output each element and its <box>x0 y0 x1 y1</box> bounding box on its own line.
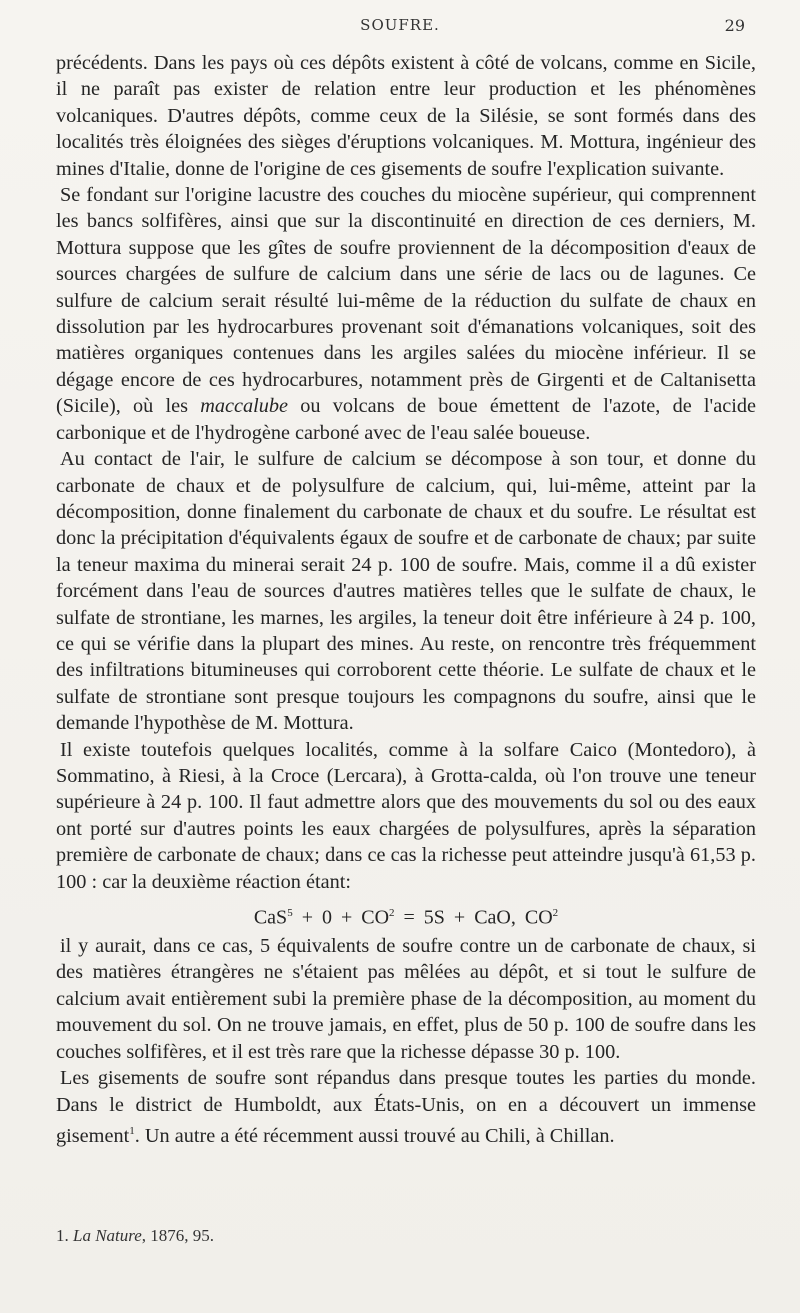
running-head-title: SOUFRE. <box>360 16 440 34</box>
footnote-citation: , 1876, 95. <box>141 1226 215 1245</box>
footnote-marker[interactable]: 1 <box>129 1124 135 1137</box>
equation-rhs: = 5S + CaO, CO <box>394 906 553 929</box>
footnote <box>56 1226 214 1246</box>
footnote-number: 1. <box>56 1226 69 1245</box>
paragraph-6 <box>56 1065 756 1149</box>
running-head <box>0 16 800 42</box>
equation-term-co2: + 0 + CO <box>292 906 390 929</box>
equation-term-cas: CaS <box>253 906 288 929</box>
paragraph-3: Au contact de l'air, le sulfure de calcium se décompose à son tour, et donne du carbonate de chaux et de polysulfure de calcium, qui, lui-même, atteint par la décomposition, donne finalement du carbonate de chaux et du soufre. Le résultat est donc la précipitation d'équivalents égaux de soufre et de carbonate de chaux; par suite la teneur maxima du minerai serait 24 p. 100 de soufre. Mais, comme il a dû exister forcément dans l'eau de sources d'autres matières telles que le sulfate de chaux, le sulfate de strontiane, les marnes, les argiles, la teneur doit être inférieure à 24 p. 100, ce qui se vérifie dans la plupart des mines. Au reste, on rencontre très fréquemment des infiltrations bitumineuses qui corroborent cette théorie. Le sulfate de chaux et le sulfate de strontiane sont presque toujours les compagnons du soufre, ainsi que le demande l'hypothèse de M. Mottura. <box>56 448 756 735</box>
equation-sup-1: 5 <box>287 907 293 919</box>
body-text <box>56 50 756 1149</box>
paragraph-6-text-a: Les gisements de soufre sont répandus dans presque toutes les parties du monde. Dans le district de Humboldt, aux États-Unis, on en a découvert un immense gisement <box>56 1067 756 1147</box>
equation-sup-2: 2 <box>389 907 395 919</box>
paragraph-5: il y aurait, dans ce cas, 5 équivalents de soufre contre un de carbonate de chaux, si des matières étrangères ne s'étaient pas mêlées au dépôt, et si tout le sulfure de calcium avait entièrement subi la première phase de la décomposition, au moment du mouvement du sol. On ne trouve jamais, en effet, plus de 50 p. 100 de soufre dans les couches solfifères, et il est très rare que la richesse dépasse 30 p. 100. <box>56 935 756 1063</box>
equation-sup-3: 2 <box>552 907 559 919</box>
italic-term-maccalube: maccalube <box>200 395 289 418</box>
footnote-source: La Nature <box>73 1226 142 1245</box>
paragraph-2-text-b: ou volcans de boue émettent de l'azote, de l'acide carbonique et de l'hydrogène carboné avec de l'eau salée boueuse. <box>56 395 756 444</box>
paragraph-2 <box>56 182 756 446</box>
paragraph-2-text-a: Se fondant sur l'origine lacustre des couches du miocène supérieur, qui comprennent les bancs solfifères, ainsi que sur la discontinuité en direction de ces derniers, M. Mottura suppose que les gîtes de soufre proviennent de la décomposition d'eaux de sources chargées de sulfure de calcium dans une série de lacs ou de lagunes. Ce sulfure de calcium serait résulté lui-même de la réduction du sulfate de chaux en dissolution par les hydrocarbures provenant soit d'émanations volcaniques, soit des matières organiques contenues dans les argiles salées du miocène inférieur. Il se dégage encore de ces hydrocarbures, notamment près de Girgenti et de Caltanisetta (Sicile), où les <box>56 184 756 418</box>
paragraph-6-text-b: . Un autre a été récemment aussi trouvé au Chili, à Chillan. <box>134 1124 615 1147</box>
page-number: 29 <box>724 16 745 35</box>
chemical-equation <box>56 900 756 931</box>
paragraph-1: précédents. Dans les pays où ces dépôts existent à côté de volcans, comme en Sicile, il ne paraît pas exister de relation entre leur production et les phénomènes volcaniques. D'autres dépôts, comme ceux de la Silésie, se sont formés dans des localités très éloignées des sièges d'éruptions volcaniques. M. Mottura, ingénieur des mines d'Italie, donne de l'origine de ces gisements de soufre l'explication suivante. <box>56 52 756 180</box>
paragraph-4: Il existe toutefois quelques localités, comme à la solfare Caico (Montedoro), à Sommatino, à Riesi, à la Croce (Lercara), à Grotta-calda, où l'on trouve une teneur supérieure à 24 p. 100. Il faut admettre alors que des mouvements du sol ou des eaux ont porté sur d'autres points les eaux chargées de polysulfures, après la séparation première de carbonate de chaux; dans ce cas la richesse peut atteindre jusqu'à 61,53 p. 100 : car la deuxième réaction étant: <box>56 738 756 893</box>
